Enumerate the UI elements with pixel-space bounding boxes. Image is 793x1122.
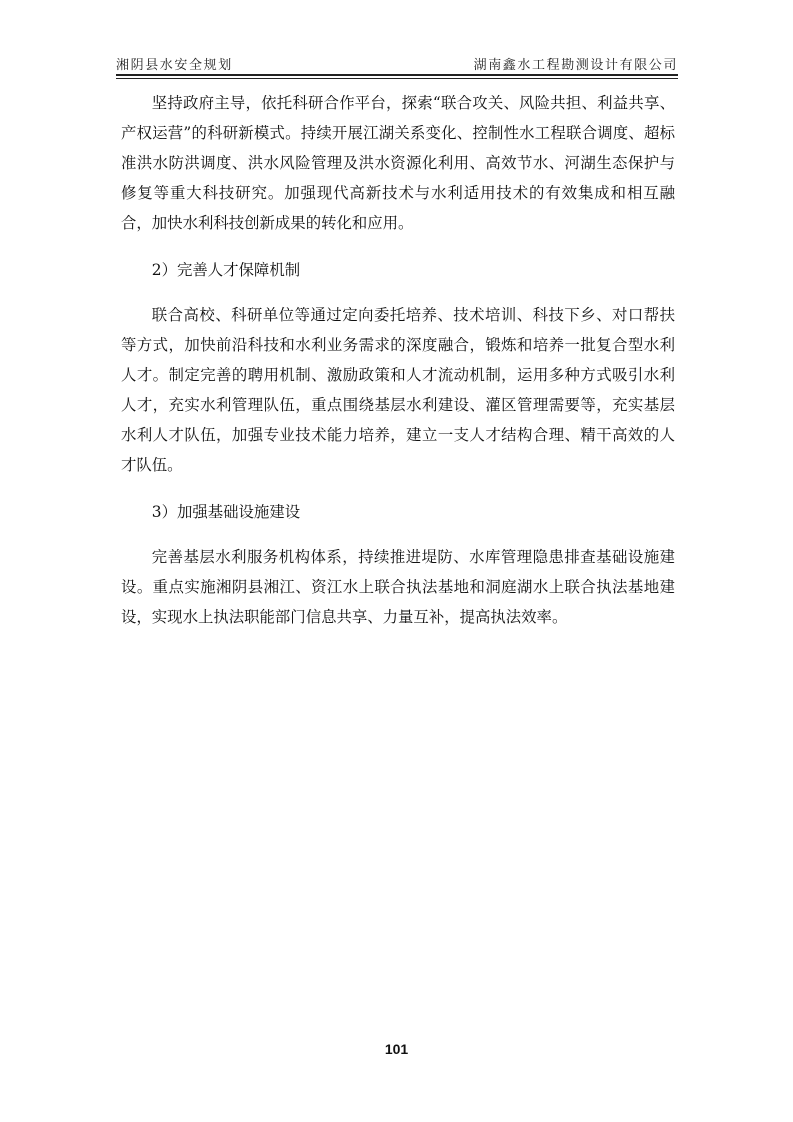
body-paragraph-talent: 联合高校、科研单位等通过定向委托培养、技术培训、科技下乡、对口帮扶等方式，加快前沿科技和水利业务需求的深度融合，锻炼和培养一批复合型水利人才。制定完善的聘用机制、激励政策和人才流动机制，运用多种方式吸引水利人才，充实水利管理队伍，重点围绕基层水利建设、灌区管理需要等，充实基层水利人才队伍，加强专业技术能力培养，建立一支人才结构合理、精干高效的人才队伍。 <box>121 306 675 474</box>
section-heading-talent: 2）完善人才保障机制 <box>151 261 301 279</box>
header-document-title: 湘阴县水安全规划 <box>116 58 233 73</box>
page-number: 101 <box>384 1041 409 1057</box>
page-content <box>121 88 675 632</box>
section-heading-infrastructure: 3）加强基础设施建设 <box>151 503 301 521</box>
page-header <box>116 54 678 76</box>
body-paragraph-infrastructure: 完善基层水利服务机构体系，持续推进堤防、水库管理隐患排查基础设施建设。重点实施湘阴县湘江、资江水上联合执法基地和洞庭湖水上联合执法基地建设，实现水上执法职能部门信息共享、力量互补，提高执法效率。 <box>121 548 675 626</box>
header-rule-thick <box>116 74 678 76</box>
header-rule-thin <box>116 78 678 79</box>
body-paragraph-research: 坚持政府主导，依托科研合作平台，探索“联合攻关、风险共担、利益共享、产权运营”的科研新模式。持续开展江湖关系变化、控制性水工程联合调度、超标准洪水防洪调度、洪水风险管理及洪水资源化利用、高效节水、河湖生态保护与修复等重大科技研究。加强现代高新技术与水利适用技术的有效集成和相互融合，加快水利科技创新成果的转化和应用。 <box>121 94 675 232</box>
header-company-name: 湖南鑫水工程勘测设计有限公司 <box>473 58 678 73</box>
